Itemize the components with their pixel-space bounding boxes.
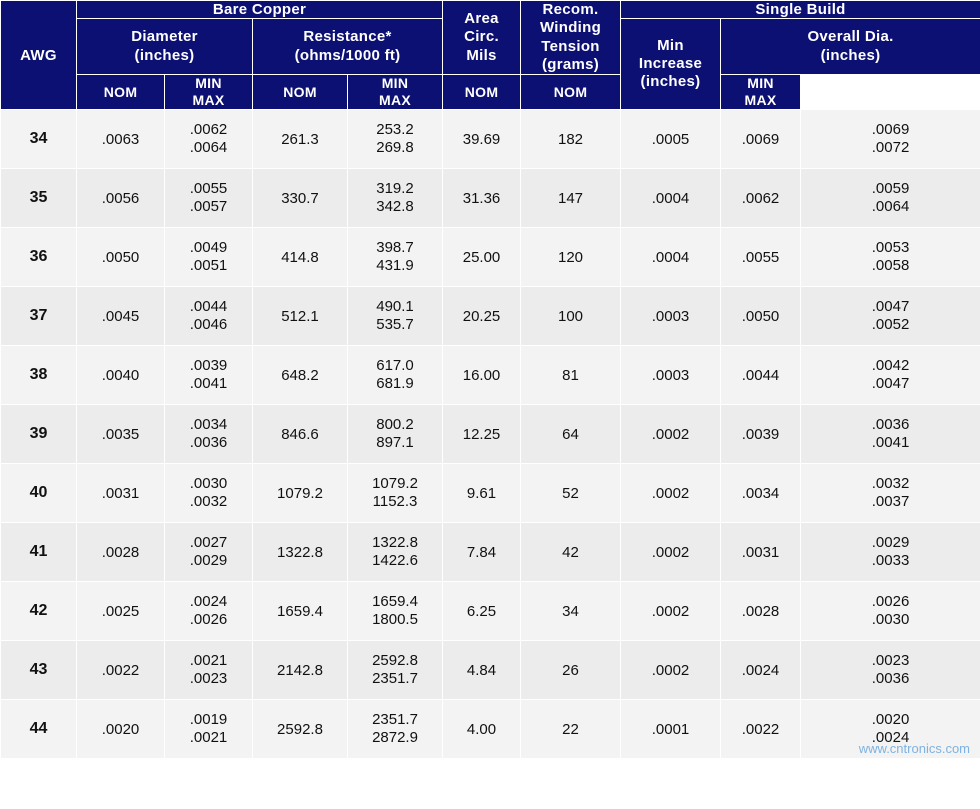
cell-diameter-nom: .0040 [77,346,165,405]
cell-overall-max: .0037 [871,493,910,511]
cell-diameter-nom: .0050 [77,228,165,287]
cell-overall-max: .0058 [871,257,910,275]
cell-resistance-nom: 2142.8 [253,641,348,700]
header-overall-line2: (inches) [820,46,881,64]
cell-overall-minmax [801,405,980,464]
cell-resistance-nom: 1659.4 [253,582,348,641]
header-diameter-max: MAX [192,92,225,109]
header-area-nom: NOM [443,75,521,110]
cell-overall-nom: .0069 [721,110,801,169]
cell-resistance-nom: 330.7 [253,169,348,228]
cell-resistance-minmax [348,169,443,228]
cell-resistance-min: 490.1 [376,298,414,316]
cell-diameter-max: .0046 [189,316,228,334]
cell-winding-tension: 81 [521,346,621,405]
header-diameter [77,19,253,75]
cell-resistance-max: 431.9 [376,257,414,275]
header-overall-nom: NOM [521,75,621,110]
cell-diameter-max: .0051 [189,257,228,275]
header-row-group [1,1,980,19]
cell-min-increase: .0003 [621,287,721,346]
table-row [1,523,980,582]
cell-diameter-max: .0032 [189,493,228,511]
cell-overall-minmax [801,110,980,169]
cell-resistance-max: 342.8 [376,198,414,216]
cell-diameter-max: .0026 [189,611,228,629]
cell-area-circ-mils: 7.84 [443,523,521,582]
cell-overall-min: .0069 [871,121,910,139]
cell-overall-max: .0072 [871,139,910,157]
cell-overall-min: .0047 [871,298,910,316]
header-row-nom-minmax [1,75,980,110]
cell-overall-nom: .0024 [721,641,801,700]
cell-resistance-nom: 512.1 [253,287,348,346]
cell-diameter-minmax [165,169,253,228]
cell-winding-tension: 100 [521,287,621,346]
cell-overall-nom: .0034 [721,464,801,523]
cell-diameter-minmax [165,641,253,700]
cell-diameter-nom: .0020 [77,700,165,759]
cell-resistance-nom: 2592.8 [253,700,348,759]
cell-diameter-nom: .0028 [77,523,165,582]
header-overall-minmax [721,75,801,110]
header-diameter-nom: NOM [77,75,165,110]
cell-diameter-minmax [165,228,253,287]
cell-diameter-nom: .0035 [77,405,165,464]
cell-diameter-min: .0044 [189,298,228,316]
header-bare-copper: Bare Copper [77,1,443,19]
cell-overall-minmax [801,523,980,582]
cell-min-increase: .0002 [621,641,721,700]
cell-diameter-minmax [165,405,253,464]
cell-diameter-nom: .0063 [77,110,165,169]
cell-overall-minmax [801,346,980,405]
cell-diameter-minmax [165,523,253,582]
header-overall-line1: Overall Dia. [807,28,894,46]
cell-awg: 38 [1,346,77,405]
cell-overall-min: .0053 [871,239,910,257]
cell-diameter-max: .0023 [189,670,228,688]
cell-awg: 43 [1,641,77,700]
cell-overall-max: .0024 [871,729,910,747]
cell-overall-nom: .0039 [721,405,801,464]
table-header [1,1,980,110]
cell-overall-max: .0041 [871,434,910,452]
cell-resistance-minmax [348,582,443,641]
header-resistance-line1: Resistance* [303,28,392,46]
cell-min-increase: .0002 [621,523,721,582]
cell-area-circ-mils: 16.00 [443,346,521,405]
table-row [1,110,980,169]
header-tension-line1: Recom. [542,1,599,18]
cell-winding-tension: 182 [521,110,621,169]
header-area-line2: Circ. [464,28,499,46]
cell-resistance-max: 897.1 [376,434,414,452]
cell-winding-tension: 42 [521,523,621,582]
cell-winding-tension: 34 [521,582,621,641]
table-row [1,346,980,405]
cell-diameter-min: .0049 [189,239,228,257]
header-diameter-minmax [165,75,253,110]
cell-resistance-min: 1322.8 [372,534,418,552]
cell-overall-nom: .0031 [721,523,801,582]
cell-overall-nom: .0022 [721,700,801,759]
cell-resistance-minmax [348,405,443,464]
cell-resistance-max: 1422.6 [372,552,418,570]
cell-awg: 34 [1,110,77,169]
watermark: www.cntronics.com [858,741,970,757]
header-diameter-min: MIN [195,75,222,92]
header-resistance-min: MIN [381,75,409,92]
header-area-circ-mils [443,1,521,75]
cell-min-increase: .0002 [621,405,721,464]
cell-resistance-minmax [348,110,443,169]
cell-diameter-max: .0041 [189,375,228,393]
cell-diameter-minmax [165,110,253,169]
table-row [1,582,980,641]
cell-diameter-max: .0029 [189,552,228,570]
cell-resistance-nom: 846.6 [253,405,348,464]
cell-overall-max: .0030 [871,611,910,629]
cell-overall-max: .0052 [871,316,910,334]
cell-diameter-nom: .0022 [77,641,165,700]
header-resistance-nom: NOM [253,75,348,110]
cell-diameter-min: .0024 [189,593,228,611]
cell-resistance-min: 319.2 [376,180,414,198]
table-row [1,700,980,759]
cell-min-increase: .0005 [621,110,721,169]
header-min-increase-line2: Increase [638,55,703,73]
cell-resistance-nom: 1322.8 [253,523,348,582]
cell-diameter-minmax [165,464,253,523]
cell-winding-tension: 26 [521,641,621,700]
cell-resistance-max: 535.7 [376,316,414,334]
cell-min-increase: .0003 [621,346,721,405]
cell-winding-tension: 52 [521,464,621,523]
cell-resistance-max: 1800.5 [372,611,418,629]
header-min-increase-line3: (inches) [640,73,701,91]
cell-awg: 36 [1,228,77,287]
cell-diameter-max: .0064 [189,139,228,157]
header-resistance [253,19,443,75]
header-resistance-line2: (ohms/1000 ft) [294,46,401,64]
cell-overall-max: .0036 [871,670,910,688]
cell-resistance-max: 269.8 [376,139,414,157]
header-tension-line2: Winding [539,19,602,37]
cell-diameter-nom: .0045 [77,287,165,346]
cell-overall-min: .0026 [871,593,910,611]
cell-area-circ-mils: 9.61 [443,464,521,523]
table-body [1,110,980,759]
header-area-line3: Mils [466,46,497,64]
cell-diameter-nom: .0031 [77,464,165,523]
cell-min-increase: .0002 [621,582,721,641]
cell-resistance-max: 681.9 [376,375,414,393]
cell-diameter-minmax [165,700,253,759]
header-tension-line4: (grams) [541,55,600,73]
cell-awg: 35 [1,169,77,228]
header-single-build: Single Build [621,1,980,19]
cell-resistance-min: 1659.4 [372,593,418,611]
cell-overall-min: .0036 [871,416,910,434]
cell-winding-tension: 64 [521,405,621,464]
cell-resistance-minmax [348,464,443,523]
cell-diameter-max: .0021 [189,729,228,747]
cell-diameter-min: .0062 [189,121,228,139]
cell-resistance-minmax [348,228,443,287]
cell-resistance-min: 398.7 [376,239,414,257]
cell-winding-tension: 147 [521,169,621,228]
header-overall-min: MIN [747,75,774,92]
header-min-increase [621,19,721,110]
cell-area-circ-mils: 39.69 [443,110,521,169]
header-overall-max: MAX [744,92,777,109]
cell-diameter-min: .0027 [189,534,228,552]
header-area-line1: Area [464,10,499,28]
cell-diameter-minmax [165,346,253,405]
cell-resistance-min: 2351.7 [372,711,418,729]
table-row [1,405,980,464]
cell-overall-minmax [801,641,980,700]
cell-overall-minmax [801,287,980,346]
cell-resistance-min: 617.0 [376,357,414,375]
cell-min-increase: .0004 [621,169,721,228]
cell-resistance-nom: 1079.2 [253,464,348,523]
cell-overall-min: .0023 [871,652,910,670]
cell-overall-min: .0042 [871,357,910,375]
cell-awg: 40 [1,464,77,523]
cell-resistance-minmax [348,700,443,759]
table-row [1,464,980,523]
cell-overall-min: .0020 [871,711,910,729]
cell-overall-minmax [801,582,980,641]
cell-resistance-minmax [348,641,443,700]
cell-overall-nom: .0028 [721,582,801,641]
cell-diameter-min: .0030 [189,475,228,493]
cell-winding-tension: 22 [521,700,621,759]
header-resistance-max: MAX [379,92,412,109]
cell-diameter-min: .0019 [189,711,228,729]
cell-diameter-nom: .0056 [77,169,165,228]
cell-diameter-min: .0039 [189,357,228,375]
cell-min-increase: .0002 [621,464,721,523]
cell-overall-nom: .0055 [721,228,801,287]
header-winding-tension [521,1,621,75]
cell-resistance-max: 2351.7 [372,670,418,688]
cell-diameter-max: .0057 [189,198,228,216]
cell-diameter-minmax [165,287,253,346]
header-diameter-line1: Diameter [131,28,198,46]
cell-resistance-max: 1152.3 [372,493,418,511]
cell-overall-min: .0029 [871,534,910,552]
cell-overall-max: .0064 [871,198,910,216]
cell-awg: 44 [1,700,77,759]
cell-winding-tension: 120 [521,228,621,287]
cell-resistance-min: 800.2 [376,416,414,434]
cell-overall-nom: .0044 [721,346,801,405]
cell-resistance-minmax [348,346,443,405]
cell-overall-min: .0059 [871,180,910,198]
cell-resistance-min: 1079.2 [372,475,418,493]
cell-resistance-nom: 648.2 [253,346,348,405]
cell-resistance-min: 253.2 [376,121,414,139]
cell-area-circ-mils: 25.00 [443,228,521,287]
cell-overall-min: .0032 [871,475,910,493]
cell-resistance-max: 2872.9 [372,729,418,747]
cell-overall-max: .0033 [871,552,910,570]
cell-overall-minmax [801,228,980,287]
header-min-increase-line1: Min [657,36,684,54]
cell-overall-nom: .0062 [721,169,801,228]
cell-area-circ-mils: 4.00 [443,700,521,759]
cell-area-circ-mils: 31.36 [443,169,521,228]
cell-resistance-min: 2592.8 [372,652,418,670]
cell-awg: 37 [1,287,77,346]
cell-resistance-minmax [348,523,443,582]
cell-resistance-minmax [348,287,443,346]
table-row [1,287,980,346]
cell-awg: 41 [1,523,77,582]
cell-resistance-nom: 261.3 [253,110,348,169]
table-row [1,228,980,287]
cell-awg: 39 [1,405,77,464]
cell-area-circ-mils: 12.25 [443,405,521,464]
table-row [1,641,980,700]
cell-min-increase: .0001 [621,700,721,759]
header-diameter-line2: (inches) [134,46,195,64]
cell-overall-max: .0047 [871,375,910,393]
cell-awg: 42 [1,582,77,641]
cell-diameter-minmax [165,582,253,641]
cell-area-circ-mils: 20.25 [443,287,521,346]
cell-overall-minmax [801,464,980,523]
cell-diameter-min: .0021 [189,652,228,670]
cell-area-circ-mils: 4.84 [443,641,521,700]
cell-diameter-min: .0034 [189,416,228,434]
cell-overall-nom: .0050 [721,287,801,346]
cell-min-increase: .0004 [621,228,721,287]
cell-area-circ-mils: 6.25 [443,582,521,641]
cell-resistance-nom: 414.8 [253,228,348,287]
cell-diameter-min: .0055 [189,180,228,198]
header-tension-line3: Tension [541,37,600,55]
cell-diameter-max: .0036 [189,434,228,452]
table-row [1,169,980,228]
header-overall-dia [721,19,980,75]
cell-overall-minmax [801,169,980,228]
cell-diameter-nom: .0025 [77,582,165,641]
header-awg: AWG [1,1,77,110]
header-resistance-minmax [348,75,443,110]
